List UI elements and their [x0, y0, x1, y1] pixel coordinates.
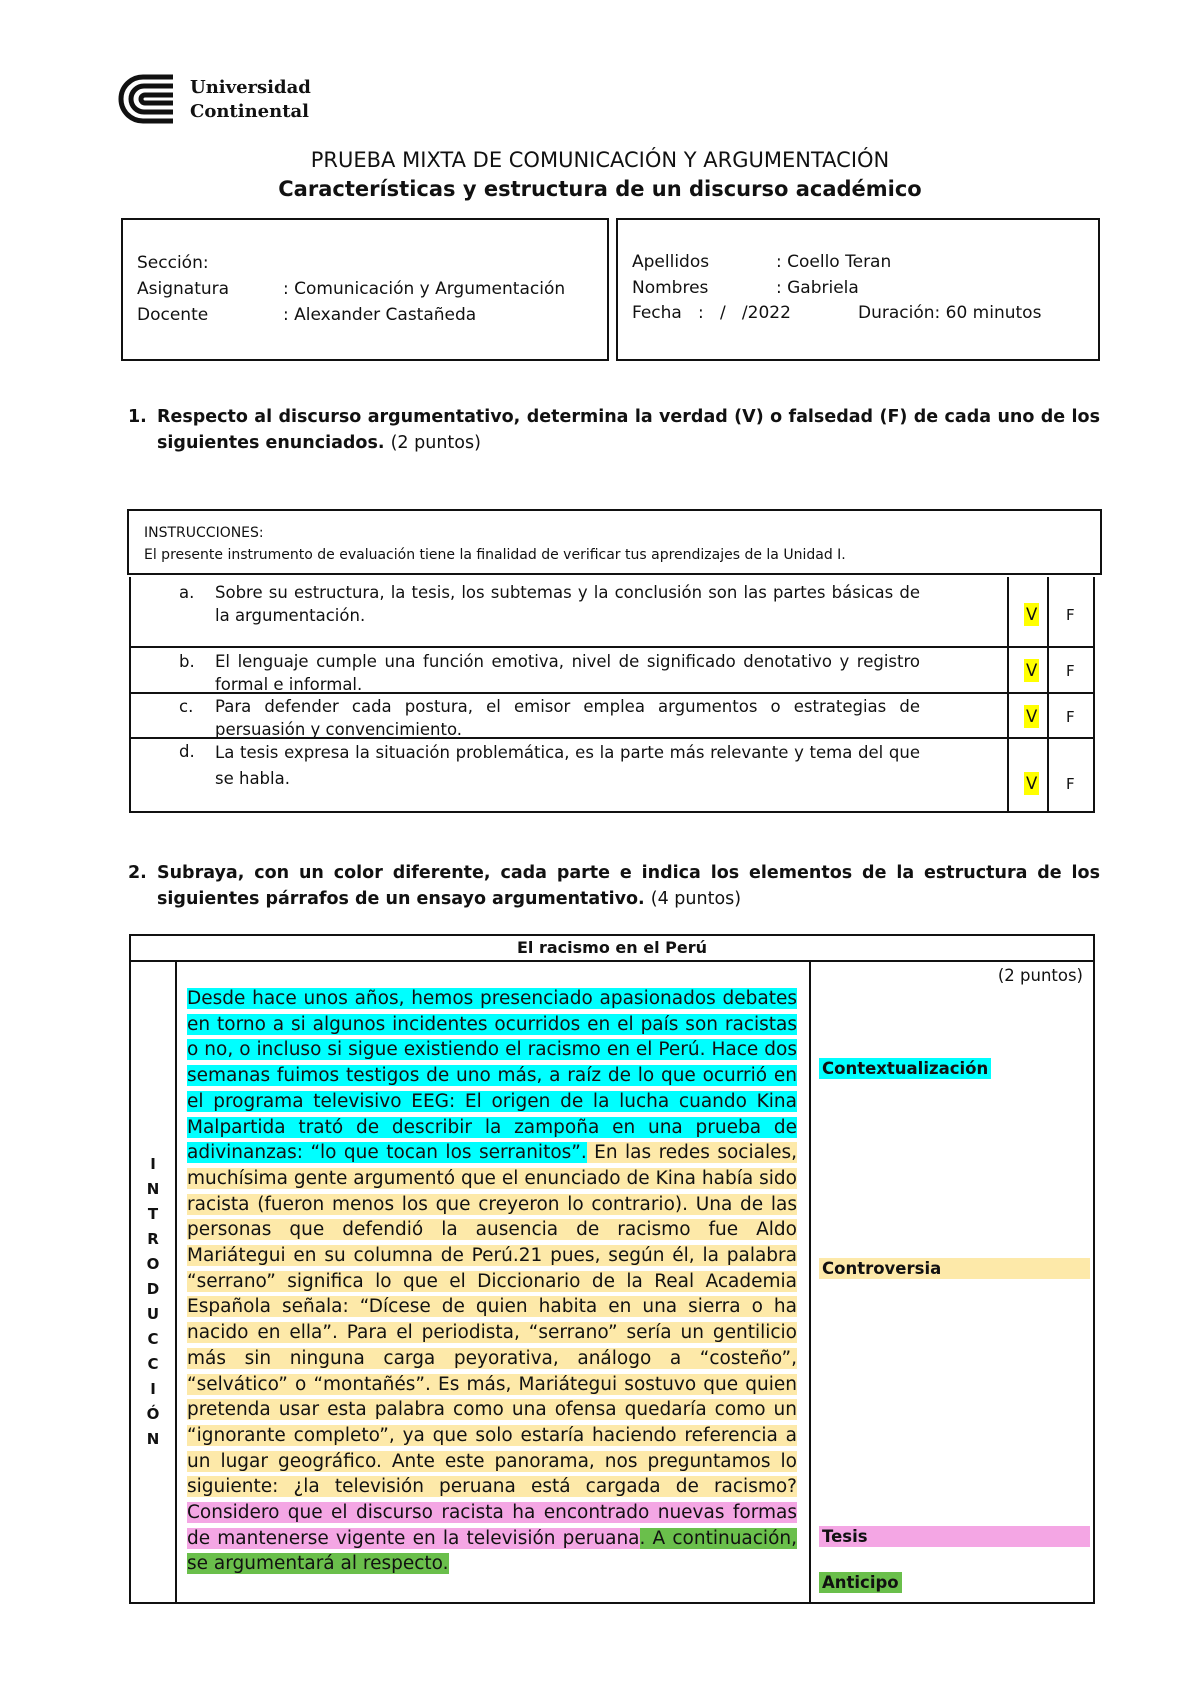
university-logo-icon — [115, 73, 177, 125]
tf-statement: Para defender cada postura, el emisor emplea argumentos o estrategias de persuasión y convencimiento. — [215, 697, 920, 739]
tf-row-a — [131, 577, 1093, 648]
true-mark: V — [1026, 707, 1038, 726]
true-mark: V — [1026, 661, 1038, 680]
page-title: PRUEBA MIXTA DE COMUNICACIÓN Y ARGUMENTACIÓN — [310, 148, 890, 172]
side-label-letter: N — [146, 1180, 160, 1198]
nombres-label: Nombres — [632, 278, 709, 298]
true-option[interactable] — [1007, 648, 1049, 692]
docente-label: Docente — [137, 305, 209, 325]
essay-paragraph — [187, 986, 797, 1577]
tag-contextualizacion: Contextualización — [819, 1058, 991, 1079]
false-mark: F — [1066, 775, 1075, 793]
true-option[interactable] — [1007, 739, 1049, 811]
section-points: (2 puntos) — [997, 966, 1083, 985]
side-label-letter: C — [147, 1330, 159, 1348]
instructions-box — [127, 509, 1102, 575]
contextualizacion-text: Desde hace unos años, hemos presenciado apasionados debates en torno a si algunos incidentes ocurridos en el país son racistas o no, o incluso si sigue existiendo el racismo en el Perú. Hace dos semanas fuimos testigos de uno más, a raíz de lo que ocurrió en el programa televisivo EEG: El origen de la lucha cuando Kina Malpartida trató de describir la zampoña en una prueba de adivinanzas: “lo que tocan los serranitos”. — [187, 988, 797, 1164]
docente-value: : Alexander Castañeda — [283, 305, 477, 325]
tf-row-d — [131, 739, 1093, 811]
question-2 — [128, 860, 1103, 914]
asignatura-value: : Comunicación y Argumentación — [283, 279, 566, 299]
logo-line-2: Continental — [190, 101, 310, 122]
side-label-letter: N — [146, 1430, 160, 1448]
false-mark: F — [1066, 662, 1075, 680]
asignatura-label: Asignatura — [137, 279, 230, 299]
question-2-points: (4 puntos) — [650, 889, 742, 909]
university-name — [190, 76, 311, 124]
true-option[interactable] — [1007, 694, 1049, 737]
side-label-letter: U — [146, 1305, 160, 1323]
tf-letter: c. — [179, 697, 194, 716]
tf-letter: d. — [179, 742, 195, 761]
controversia-text: En las redes sociales, muchísima gente argumentó que el enunciado de Kina había sido racista (fueron menos los que creyeron lo contrario). Una de las personas que defendió la ausencia de racismo fue Aldo Mariátegui en su columna de Perú.21 pues, según él, la palabra “serrano” significa lo que el Diccionario de la Real Academia Española señala: “Dícese de quien habita en una sierra o ha nacido en ella”. Para el periodista, “serrano” sería un gentilicio más sin ninguna carga peyorativa, análogo a “costeño”, “selvático” o “montañés”. Es más, Mariátegui sostuvo que quien pretenda usar esta palabra como una ofensa quedaría como un “ignorante completo”, ya que solo estaría haciendo referencia a un lugar geográfico. Ante este panorama, nos preguntamos lo siguiente: ¿la televisión peruana está cargada de racismo? — [187, 1142, 797, 1498]
question-1-number: 1. — [128, 407, 147, 427]
essay-table — [129, 934, 1095, 1604]
tf-letter: a. — [179, 583, 195, 602]
tag-anticipo: Anticipo — [819, 1572, 902, 1593]
apellidos-label: Apellidos — [632, 252, 710, 272]
tf-statement: Sobre su estructura, la tesis, los subtemas y la conclusión son las partes básicas de la argumentación. — [215, 583, 920, 625]
tf-row-b — [131, 648, 1093, 694]
course-info-box — [121, 218, 609, 361]
question-2-number: 2. — [128, 863, 147, 883]
tf-statement: El lenguaje cumple una función emotiva, nivel de significado denotativo y registro formal e informal. — [215, 652, 920, 694]
instructions-title: INSTRUCCIONES: — [144, 525, 264, 541]
tf-letter: b. — [179, 652, 195, 671]
false-option[interactable] — [1051, 694, 1093, 737]
false-mark: F — [1066, 606, 1075, 624]
side-label-letter: T — [147, 1205, 159, 1223]
true-mark: V — [1026, 605, 1038, 624]
seccion-label: Sección: — [137, 253, 209, 273]
true-false-table — [129, 577, 1095, 813]
tf-row-c — [131, 694, 1093, 739]
essay-paragraph-cell — [177, 962, 811, 1602]
apellidos-value: : Coello Teran — [776, 252, 892, 272]
tag-tesis: Tesis — [819, 1526, 1090, 1547]
side-label-letter: I — [150, 1155, 156, 1173]
section-label-cell — [131, 962, 177, 1602]
question-2-text: Subraya, con un color diferente, cada parte e indica los elementos de la estructura de los siguientes párrafos de un ensayo argumentativo. — [157, 863, 1100, 909]
logo-line-1: Universidad — [190, 77, 311, 98]
anticipo-text: . A continuación, se argumentará al respecto. — [187, 1527, 797, 1575]
tag-controversia: Controversia — [819, 1258, 1090, 1279]
side-label-letter: Ó — [146, 1405, 160, 1423]
fecha-field: Fecha : / /2022 — [632, 303, 791, 323]
side-label-letter: C — [147, 1355, 159, 1373]
page-subtitle: Características y estructura de un discurso académico — [278, 177, 922, 201]
side-label-letter: R — [147, 1230, 159, 1248]
side-label-letter: I — [150, 1380, 156, 1398]
tesis-text: Considero que el discurso racista ha encontrado nuevas formas de mantenerse vigente en la televisión peruana — [187, 1502, 797, 1549]
side-label-letter: D — [146, 1280, 160, 1298]
tf-statement: La tesis expresa la situación problemática, es la parte más relevante y tema del que se habla. — [215, 743, 920, 788]
nombres-value: : Gabriela — [776, 278, 859, 298]
question-1-points: (2 puntos) — [390, 433, 481, 453]
introduccion-vertical-label — [131, 1152, 175, 1452]
side-label-letter: O — [146, 1255, 160, 1273]
instructions-text: El presente instrumento de evaluación tiene la finalidad de verificar tus aprendizajes de la Unidad I. — [144, 547, 846, 563]
true-mark: V — [1026, 774, 1038, 793]
question-1 — [128, 404, 1103, 458]
false-mark: F — [1066, 708, 1075, 726]
duracion-field: Duración: 60 minutos — [858, 303, 1042, 323]
essay-title: El racismo en el Perú — [131, 936, 1093, 962]
true-option[interactable] — [1007, 577, 1049, 646]
false-option[interactable] — [1051, 577, 1093, 646]
false-option[interactable] — [1051, 648, 1093, 692]
structure-labels-cell — [811, 962, 1093, 1602]
question-1-text: Respecto al discurso argumentativo, determina la verdad (V) o falsedad (F) de cada uno de los siguientes enunciados. — [157, 407, 1100, 453]
false-option[interactable] — [1051, 739, 1093, 811]
student-info-box — [616, 218, 1100, 361]
